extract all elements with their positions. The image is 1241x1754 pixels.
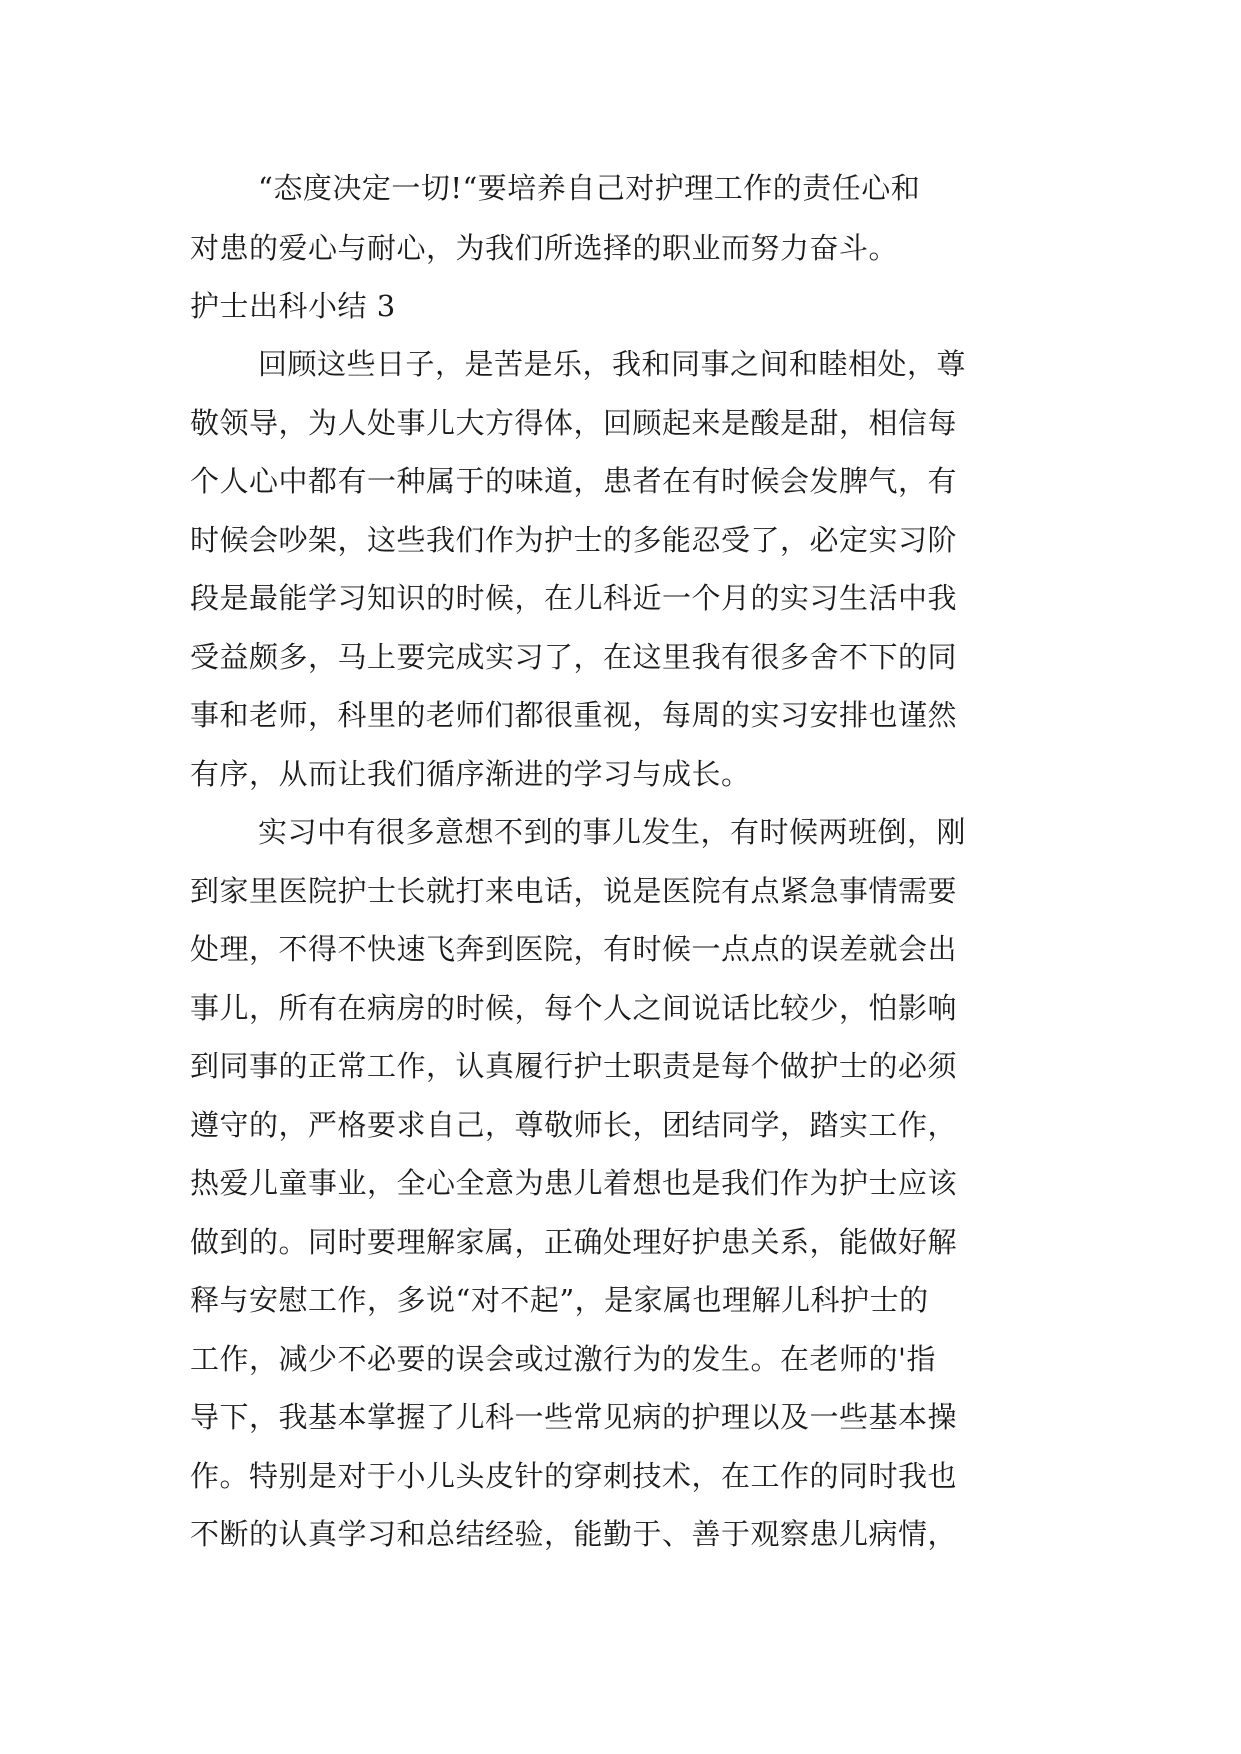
paragraph-line: 时候会吵架，这些我们作为护士的多能忍受了，必定实习阶	[190, 523, 958, 557]
paragraph-line: 不断的认真学习和总结经验，能勤于、善于观察患儿病情，	[190, 1517, 958, 1551]
paragraph-line: 处理，不得不快速飞奔到医院，有时候一点点的误差就会出	[190, 932, 958, 966]
paragraph-line: 对患的爱心与耐心，为我们所选择的职业而努力奋斗。	[190, 231, 899, 265]
paragraph-line: 到家里医院护士长就打来电话，说是医院有点紧急事情需要	[190, 874, 958, 908]
paragraph-line: 释与安慰工作，多说“对不起”，是家属也理解儿科护士的	[190, 1283, 929, 1317]
paragraph-line: 到同事的正常工作，认真履行护士职责是每个做护士的必须	[190, 1049, 958, 1083]
paragraph-line: 工作，减少不必要的误会或过激行为的发生。在老师的'指	[190, 1342, 936, 1376]
paragraph-line: 热爱儿童事业，全心全意为患儿着想也是我们作为护士应该	[190, 1166, 958, 1200]
paragraph-line: 受益颇多，马上要完成实习了，在这里我有很多舍不下的同	[190, 640, 958, 674]
paragraph-line: 段是最能学习知识的时候，在儿科近一个月的实习生活中我	[190, 581, 958, 615]
section-title: 护士出科小结 3	[190, 289, 396, 323]
paragraph-line: 做到的。同时要理解家属，正确处理好护患关系，能做好解	[190, 1225, 958, 1259]
paragraph-line: 回顾这些日子，是苦是乐，我和同事之间和睦相处，尊	[258, 347, 967, 381]
paragraph-line: 事和老师，科里的老师们都很重视，每周的实习安排也谨然	[190, 698, 958, 732]
paragraph-line: 作。特别是对于小儿头皮针的穿刺技术，在工作的同时我也	[190, 1459, 958, 1493]
paragraph-line: 遵守的，严格要求自己，尊敬师长，团结同学，踏实工作，	[190, 1108, 958, 1142]
paragraph-line: 导下，我基本掌握了儿科一些常见病的护理以及一些基本操	[190, 1400, 958, 1434]
paragraph-line: 敬领导，为人处事儿大方得体，回顾起来是酸是甜，相信每	[190, 406, 958, 440]
paragraph-line: 事儿，所有在病房的时候，每个人之间说话比较少，怕影响	[190, 991, 958, 1025]
paragraph-line: 个人心中都有一种属于的味道，患者在有时候会发脾气，有	[190, 464, 958, 498]
paragraph-line: “态度决定一切!“要培养自己对护理工作的责任心和	[258, 171, 921, 205]
paragraph-line: 实习中有很多意想不到的事儿发生，有时候两班倒，刚	[258, 815, 967, 849]
paragraph-line: 有序，从而让我们循序渐进的学习与成长。	[190, 757, 751, 791]
